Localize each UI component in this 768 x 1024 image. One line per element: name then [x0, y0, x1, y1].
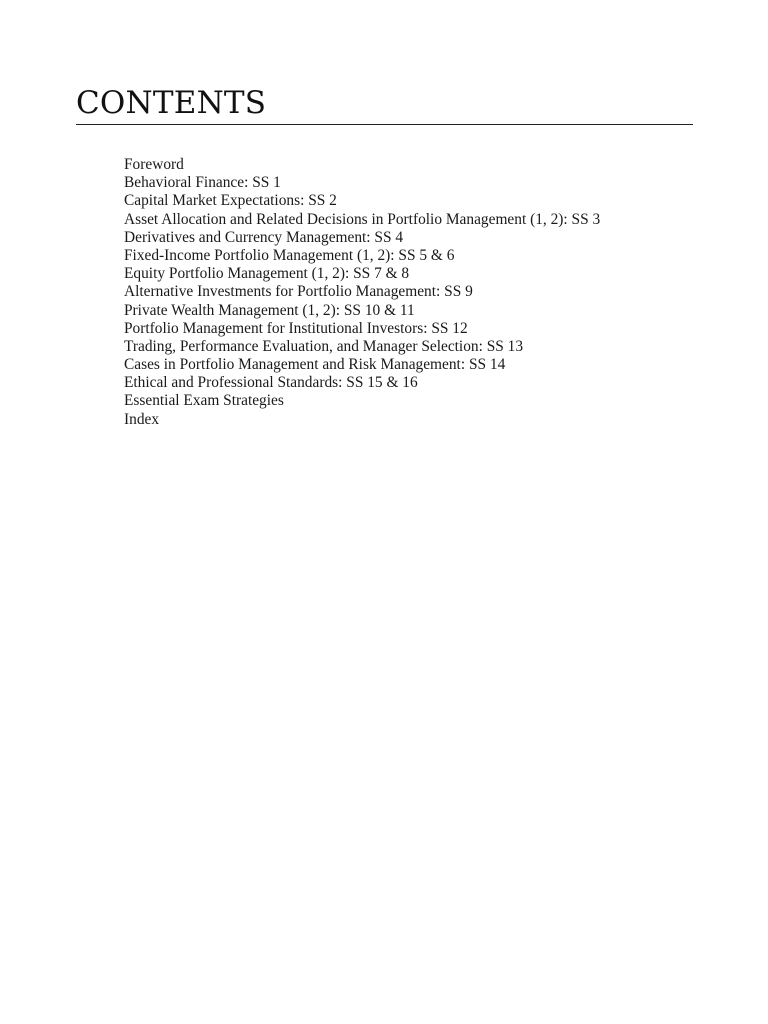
toc-entry-alternative-investments: Alternative Investments for Portfolio Management: SS 9 — [124, 283, 473, 301]
table-of-contents — [124, 156, 600, 429]
toc-entry-ethical-standards: Ethical and Professional Standards: SS 15 & 16 — [124, 374, 418, 392]
page-title: CONTENTS — [76, 85, 267, 121]
toc-entry-cases-risk-management: Cases in Portfolio Management and Risk Management: SS 14 — [124, 356, 506, 374]
toc-entry-institutional-investors: Portfolio Management for Institutional Investors: SS 12 — [124, 319, 468, 337]
title-underline — [76, 124, 693, 125]
toc-entry-fixed-income: Fixed-Income Portfolio Management (1, 2): SS 5 & 6 — [124, 246, 455, 264]
toc-entry-foreword: Foreword — [124, 156, 184, 173]
toc-entry-exam-strategies: Essential Exam Strategies — [124, 392, 284, 410]
toc-entry-trading-performance: Trading, Performance Evaluation, and Manager Selection: SS 13 — [124, 337, 524, 355]
toc-entry-asset-allocation: Asset Allocation and Related Decisions in Portfolio Management (1, 2): SS 3 — [124, 210, 601, 228]
toc-entry-private-wealth: Private Wealth Management (1, 2): SS 10 & 11 — [124, 301, 415, 319]
toc-entry-equity-portfolio: Equity Portfolio Management (1, 2): SS 7 & 8 — [124, 265, 410, 283]
toc-entry-capital-market-expectations: Capital Market Expectations: SS 2 — [124, 192, 337, 210]
toc-entry-behavioral-finance: Behavioral Finance: SS 1 — [124, 174, 281, 192]
toc-entry-index: Index — [124, 410, 160, 428]
toc-entry-derivatives-currency: Derivatives and Currency Management: SS 4 — [124, 228, 404, 246]
